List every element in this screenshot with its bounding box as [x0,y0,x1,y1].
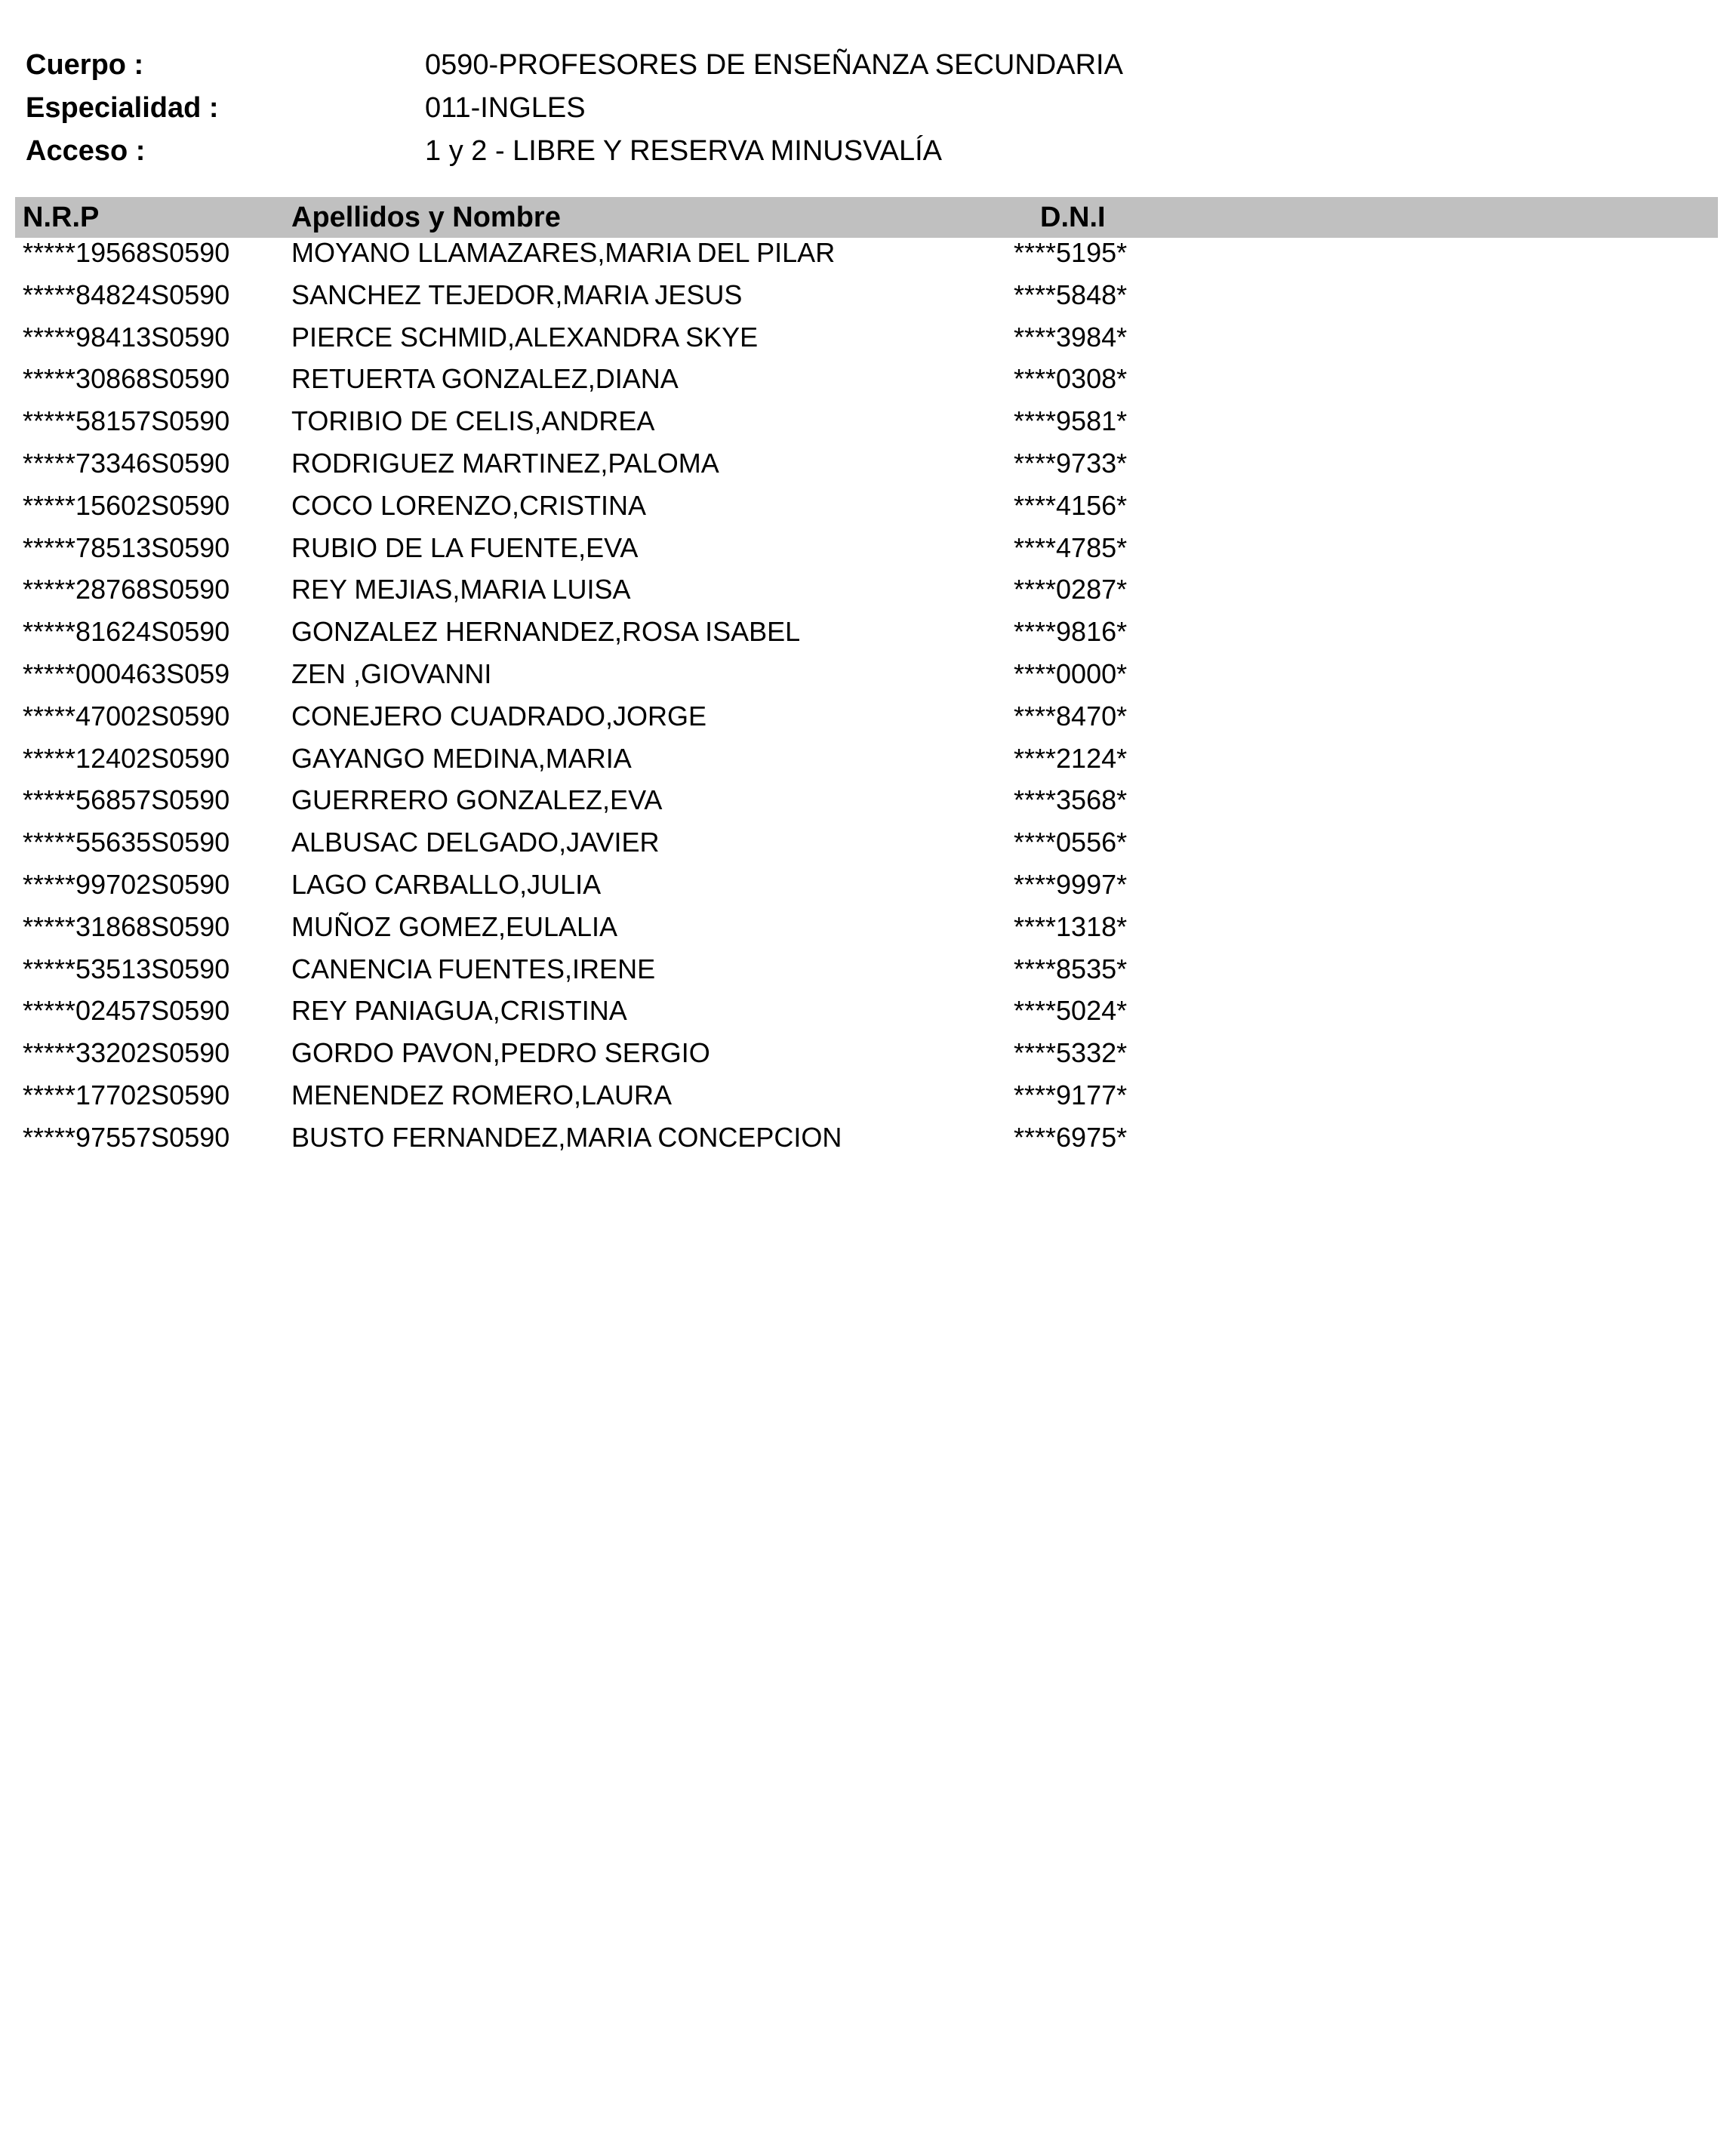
cell-nrp: *****56857S0590 [23,784,230,816]
cell-dni: ****9581* [1014,405,1128,437]
table-row [0,990,1733,1032]
table-row [0,906,1733,948]
cell-dni: ****0308* [1014,363,1128,395]
cell-nrp: *****84824S0590 [23,279,230,310]
table-row [0,442,1733,485]
cell-name: MOYANO LLAMAZARES,MARIA DEL PILAR [291,237,836,268]
cell-name: GAYANGO MEDINA,MARIA [291,742,632,774]
cell-nrp: *****02457S0590 [23,995,230,1027]
cell-dni: ****5848* [1014,279,1128,310]
cell-name: COCO LORENZO,CRISTINA [291,489,647,521]
table-row [0,864,1733,906]
cell-nrp: *****17702S0590 [23,1079,230,1110]
cell-dni: ****5332* [1014,1037,1128,1069]
cell-dni: ****9177* [1014,1079,1128,1110]
cell-nrp: *****97557S0590 [23,1121,230,1153]
table-row [0,948,1733,990]
cell-dni: ****3568* [1014,784,1128,816]
table-row [0,821,1733,864]
cell-name: GONZALEZ HERNANDEZ,ROSA ISABEL [291,616,801,648]
table-row [0,485,1733,527]
table-row [0,400,1733,442]
cell-dni: ****4156* [1014,489,1128,521]
cell-nrp: *****31868S0590 [23,910,230,942]
cell-name: BUSTO FERNANDEZ,MARIA CONCEPCION [291,1121,842,1153]
cell-nrp: *****19568S0590 [23,237,230,268]
cell-dni: ****5195* [1014,237,1128,268]
cell-dni: ****6975* [1014,1121,1128,1153]
table-row [0,1074,1733,1116]
cell-name: TORIBIO DE CELIS,ANDREA [291,405,655,437]
cell-nrp: *****81624S0590 [23,616,230,648]
cell-nrp: *****55635S0590 [23,827,230,858]
cell-name: PIERCE SCHMID,ALEXANDRA SKYE [291,321,759,353]
table-row [0,695,1733,738]
table-row [0,779,1733,821]
cell-name: GORDO PAVON,PEDRO SERGIO [291,1037,710,1069]
cell-name: ALBUSAC DELGADO,JAVIER [291,827,660,858]
cell-dni: ****4785* [1014,531,1128,563]
cell-dni: ****0287* [1014,574,1128,605]
column-header-dni: D.N.I [1040,202,1106,233]
table-row [0,274,1733,316]
metadata-value: 0590-PROFESORES DE ENSEÑANZA SECUNDARIA [425,49,1123,81]
table-row [0,653,1733,695]
cell-name: RUBIO DE LA FUENTE,EVA [291,531,639,563]
cell-nrp: *****58157S0590 [23,405,230,437]
column-header-name: Apellidos y Nombre [291,202,561,233]
cell-nrp: *****000463S059 [23,658,230,689]
table-row [0,316,1733,359]
cell-dni: ****8470* [1014,700,1128,732]
cell-dni: ****3984* [1014,321,1128,353]
metadata-label: Especialidad : [26,92,219,124]
cell-name: REY PANIAGUA,CRISTINA [291,995,627,1027]
table-body [0,232,1733,1159]
cell-name: MUÑOZ GOMEZ,EULALIA [291,910,618,942]
table-row [0,568,1733,611]
table-row [0,1032,1733,1074]
metadata-value: 011-INGLES [425,92,586,124]
table-row [0,611,1733,653]
cell-nrp: *****30868S0590 [23,363,230,395]
cell-nrp: *****12402S0590 [23,742,230,774]
table-row [0,527,1733,569]
cell-dni: ****5024* [1014,995,1128,1027]
cell-dni: ****8535* [1014,953,1128,984]
cell-name: MENENDEZ ROMERO,LAURA [291,1079,673,1110]
table-row [0,738,1733,780]
cell-name: RODRIGUEZ MARTINEZ,PALOMA [291,447,719,479]
column-header-nrp: N.R.P [23,202,100,233]
cell-dni: ****9816* [1014,616,1128,648]
cell-dni: ****2124* [1014,742,1128,774]
cell-nrp: *****47002S0590 [23,700,230,732]
metadata-label: Cuerpo : [26,49,144,81]
table-row [0,232,1733,274]
cell-nrp: *****99702S0590 [23,868,230,900]
cell-nrp: *****28768S0590 [23,574,230,605]
cell-name: CONEJERO CUADRADO,JORGE [291,700,707,732]
cell-name: GUERRERO GONZALEZ,EVA [291,784,663,816]
cell-name: ZEN ,GIOVANNI [291,658,492,689]
cell-nrp: *****15602S0590 [23,489,230,521]
cell-dni: ****9997* [1014,868,1128,900]
cell-name: LAGO CARBALLO,JULIA [291,868,602,900]
table-row [0,1116,1733,1159]
cell-dni: ****1318* [1014,910,1128,942]
cell-nrp: *****73346S0590 [23,447,230,479]
cell-nrp: *****78513S0590 [23,531,230,563]
cell-nrp: *****33202S0590 [23,1037,230,1069]
metadata-value: 1 y 2 - LIBRE Y RESERVA MINUSVALÍA [425,135,942,167]
cell-name: CANENCIA FUENTES,IRENE [291,953,656,984]
table-row [0,358,1733,400]
cell-dni: ****0000* [1014,658,1128,689]
cell-name: REY MEJIAS,MARIA LUISA [291,574,631,605]
cell-nrp: *****98413S0590 [23,321,230,353]
cell-name: RETUERTA GONZALEZ,DIANA [291,363,679,395]
cell-name: SANCHEZ TEJEDOR,MARIA JESUS [291,279,743,310]
cell-dni: ****0556* [1014,827,1128,858]
cell-nrp: *****53513S0590 [23,953,230,984]
cell-dni: ****9733* [1014,447,1128,479]
metadata-label: Acceso : [26,135,146,167]
